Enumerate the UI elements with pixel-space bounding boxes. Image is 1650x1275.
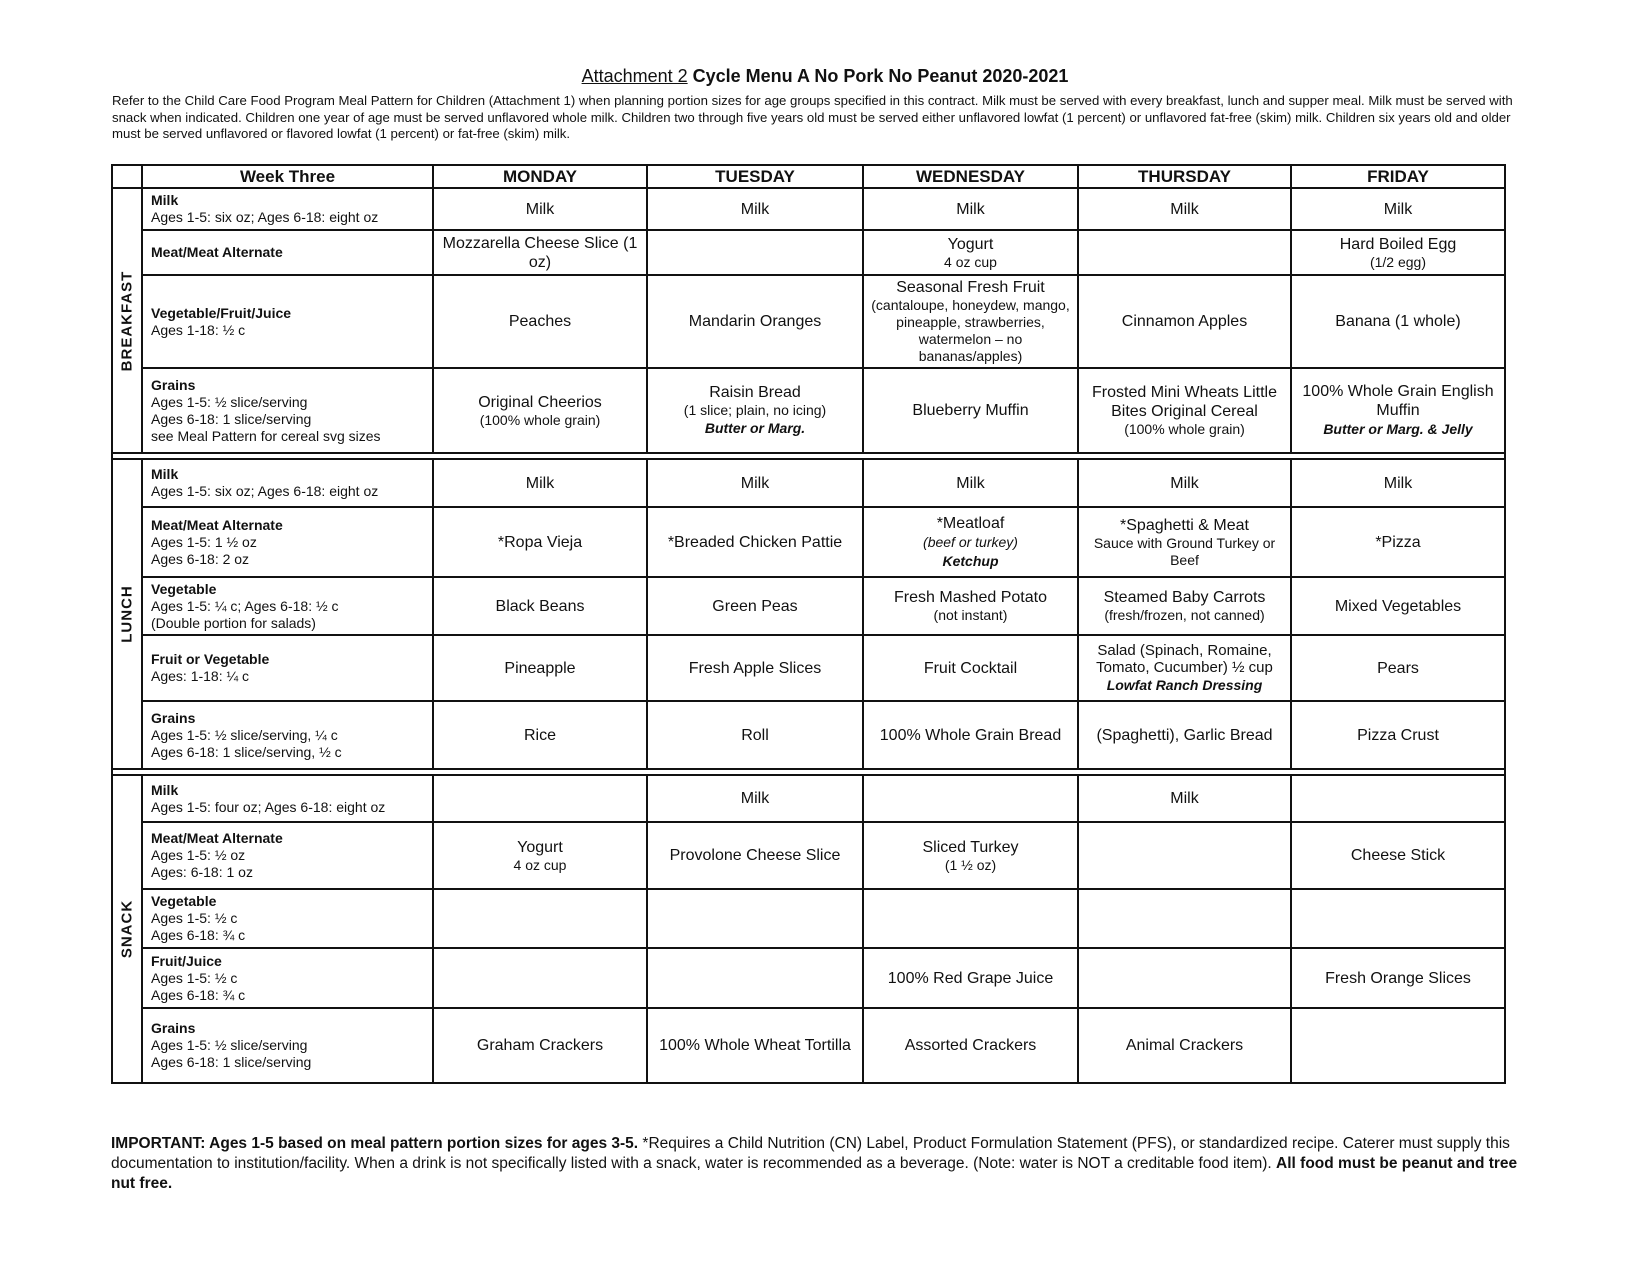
component-label	[142, 635, 433, 701]
menu-cell-wednesday	[863, 188, 1078, 230]
menu-cell-tuesday	[647, 188, 863, 230]
section-name: SNACK	[118, 899, 136, 959]
menu-cell-wednesday	[863, 701, 1078, 769]
component-label	[142, 948, 433, 1008]
menu-item: Fresh Apple Slices	[688, 659, 822, 677]
menu-cell-thursday	[1078, 701, 1291, 769]
component-label	[142, 230, 433, 275]
portion-detail: Ages 1-5: ½ slice/serving, ¼ c	[151, 726, 338, 743]
menu-cell-monday	[433, 188, 647, 230]
day-header-monday: MONDAY	[433, 165, 647, 188]
menu-item: 100% Whole Grain Bread	[879, 726, 1062, 744]
menu-item: Milk	[740, 790, 770, 807]
menu-item-detail: (fresh/frozen, not canned)	[1104, 607, 1265, 623]
menu-item: *Breaded Chicken Pattie	[667, 533, 843, 551]
menu-item: *Pizza	[1375, 533, 1421, 551]
menu-item-detail: (cantaloupe, honeydew, mango, pineapple, strawberries, watermelon – no bananas/apples)	[871, 297, 1070, 364]
menu-item: Black Beans	[495, 597, 585, 615]
portion-detail: (Double portion for salads)	[151, 614, 316, 631]
menu-cell-wednesday	[863, 230, 1078, 275]
menu-cell-monday	[433, 507, 647, 577]
menu-item: Milk	[525, 474, 555, 492]
menu-cell-wednesday	[863, 507, 1078, 577]
menu-cell-friday	[1291, 635, 1505, 701]
menu-item: Milk	[1170, 474, 1199, 492]
menu-cell-tuesday	[647, 889, 863, 948]
menu-cell-thursday	[1078, 1008, 1291, 1083]
table-row	[112, 635, 1505, 701]
menu-item-detail: Sauce with Ground Turkey or Beef	[1093, 534, 1276, 568]
component-label	[142, 889, 433, 948]
menu-cell-tuesday	[647, 507, 863, 577]
menu-cell-friday	[1291, 701, 1505, 769]
component-name: Milk	[151, 781, 179, 798]
footer-important: IMPORTANT: Ages 1-5 based on meal pattern portion sizes for ages 3-5.	[111, 1135, 639, 1152]
component-name: Vegetable	[151, 893, 217, 909]
component-name: Fruit or Vegetable	[151, 651, 270, 667]
menu-cell-monday	[433, 1008, 647, 1083]
menu-cell-thursday	[1078, 948, 1291, 1008]
menu-cell-wednesday	[863, 275, 1078, 368]
menu-item: Milk	[1170, 790, 1199, 807]
menu-cell-monday	[433, 635, 647, 701]
portion-detail: Ages 6-18: 2 oz	[151, 550, 250, 567]
portion-detail: Ages 1-5: ½ slice/serving	[151, 393, 308, 410]
menu-item: Milk	[740, 474, 770, 492]
portion-detail: Ages 6-18: 1 slice/serving, ½ c	[151, 743, 342, 760]
day-header-friday: FRIDAY	[1291, 165, 1505, 188]
day-header-thursday: THURSDAY	[1078, 165, 1291, 188]
table-row	[112, 889, 1505, 948]
component-label	[142, 507, 433, 577]
menu-item: Mandarin Oranges	[688, 313, 822, 330]
day-header-tuesday: TUESDAY	[647, 165, 863, 188]
table-row	[112, 507, 1505, 577]
table-row	[112, 701, 1505, 769]
menu-item-detail: (100% whole grain)	[479, 411, 601, 428]
component-label	[142, 188, 433, 230]
menu-item: Provolone Cheese Slice	[669, 847, 841, 864]
menu-cell-thursday	[1078, 775, 1291, 822]
menu-cell-wednesday	[863, 577, 1078, 635]
section-header-blank	[112, 165, 142, 188]
attachment-label: Attachment 2	[581, 66, 688, 86]
menu-item: Raisin Bread	[709, 384, 801, 401]
header-row	[112, 165, 1505, 188]
menu-cell-friday	[1291, 948, 1505, 1008]
section-name: LUNCH	[118, 585, 136, 643]
menu-item: Pears	[1377, 659, 1419, 677]
menu-cell-friday	[1291, 275, 1505, 368]
component-name: Meat/Meat Alternate	[151, 244, 283, 260]
section-name: BREAKFAST	[118, 270, 136, 371]
menu-cell-tuesday	[647, 1008, 863, 1083]
menu-item: Milk	[525, 200, 555, 218]
menu-item-condiment: Butter or Marg.	[704, 420, 806, 436]
menu-body	[112, 188, 1505, 1083]
menu-item: Original Cheerios	[478, 393, 602, 411]
menu-cell-wednesday	[863, 635, 1078, 701]
menu-item: Milk	[1170, 200, 1199, 218]
component-name: Vegetable	[151, 580, 217, 597]
menu-cell-monday	[433, 459, 647, 507]
portion-detail: Ages 6-18: ¾ c	[151, 986, 246, 1003]
menu-cell-monday	[433, 368, 647, 453]
menu-item-detail: (1/2 egg)	[1369, 253, 1427, 270]
menu-item: Mixed Vegetables	[1334, 597, 1462, 615]
menu-cell-tuesday	[647, 459, 863, 507]
menu-cell-friday	[1291, 889, 1505, 948]
menu-cell-friday	[1291, 577, 1505, 635]
menu-item: Milk	[956, 474, 985, 492]
menu-item: Fruit Cocktail	[923, 659, 1018, 677]
menu-cell-wednesday	[863, 948, 1078, 1008]
menu-cell-monday	[433, 822, 647, 889]
menu-item: Blueberry Muffin	[912, 402, 1029, 419]
menu-cell-tuesday	[647, 230, 863, 275]
menu-item: Animal Crackers	[1125, 1037, 1244, 1054]
menu-item: *Meatloaf	[936, 514, 1005, 532]
portion-detail: Ages 6-18: 1 slice/serving	[151, 410, 312, 427]
footer-closing: All food must be peanut and tree nut free.	[111, 1155, 1518, 1192]
menu-item: Green Peas	[712, 597, 798, 615]
component-name: Grains	[151, 709, 196, 726]
table-row	[112, 230, 1505, 275]
menu-cell-friday	[1291, 507, 1505, 577]
menu-cell-monday	[433, 275, 647, 368]
component-name: Milk	[151, 466, 179, 482]
menu-cell-tuesday	[647, 948, 863, 1008]
menu-cell-thursday	[1078, 459, 1291, 507]
menu-item: *Ropa Vieja	[497, 533, 583, 551]
portion-detail: Ages: 6-18: 1 oz	[151, 864, 253, 880]
cycle-menu-table	[111, 164, 1506, 1084]
document-title	[0, 66, 1650, 87]
menu-cell-tuesday	[647, 275, 863, 368]
footer-body: *Requires a Child Nutrition (CN) Label, Product Formulation Statement (PFS), or standardized recipe. Caterer must supply this documentation to institution/facility. When a drink is not specifically listed with a snack, water is recommended as a beverage. (Note: water is NOT a creditable food item).	[111, 1135, 1510, 1172]
menu-item: Banana (1 whole)	[1335, 313, 1461, 330]
menu-cell-thursday	[1078, 577, 1291, 635]
component-name: Grains	[151, 376, 196, 393]
portion-detail: Ages 1-5: ½ c	[151, 969, 238, 986]
table-row	[112, 459, 1505, 507]
menu-item: Milk	[740, 200, 770, 218]
portion-detail: Ages 1-5: ½ slice/serving	[151, 1037, 308, 1053]
menu-cell-tuesday	[647, 635, 863, 701]
menu-cell-wednesday	[863, 889, 1078, 948]
portion-detail: Ages 6-18: 1 slice/serving	[151, 1054, 312, 1070]
portion-detail: see Meal Pattern for cereal svg sizes	[151, 427, 381, 444]
menu-cell-thursday	[1078, 822, 1291, 889]
section-label-breakfast	[112, 188, 142, 453]
menu-item: Cinnamon Apples	[1121, 313, 1248, 330]
week-label: Week Three	[142, 165, 433, 188]
component-label	[142, 701, 433, 769]
menu-cell-wednesday	[863, 459, 1078, 507]
menu-item: 100% Whole Grain English Muffin	[1302, 383, 1494, 419]
menu-cell-monday	[433, 948, 647, 1008]
section-label-lunch	[112, 459, 142, 769]
menu-item: Pizza Crust	[1357, 726, 1439, 744]
portion-detail: Ages 1-5: six oz; Ages 6-18: eight oz	[151, 483, 379, 499]
intro-paragraph: Refer to the Child Care Food Program Meal Pattern for Children (Attachment 1) when planning portion sizes for age groups specified in this contract. Milk must be served with every breakfast, lunch and supper meal. Milk must be served with snack when indicated. Children one year of age must be served unflavored whole milk. Children two through five years old must be served either unflavored lowfat (1 percent) or unflavored fat-free (skim) milk. Children six years old and older must be served unflavored or flavored lowfat (1 percent) or fat-free (skim) milk.	[112, 93, 1513, 141]
menu-cell-wednesday	[863, 1008, 1078, 1083]
component-name: Grains	[151, 1020, 196, 1036]
menu-item: Hard Boiled Egg	[1339, 235, 1457, 253]
portion-detail: Ages 1-18: ½ c	[151, 321, 246, 338]
menu-item-condiment: Butter or Marg. & Jelly	[1323, 421, 1473, 437]
menu-cell-friday	[1291, 775, 1505, 822]
menu-item: (Spaghetti), Garlic Bread	[1096, 726, 1273, 744]
menu-item-detail: (1 ½ oz)	[944, 856, 997, 873]
table-row	[112, 822, 1505, 889]
footer-note	[111, 1134, 1541, 1194]
menu-item: Roll	[741, 726, 769, 744]
component-name: Fruit/Juice	[151, 952, 222, 969]
table-row	[112, 577, 1505, 635]
component-label	[142, 822, 433, 889]
menu-cell-friday	[1291, 230, 1505, 275]
portion-detail: Ages 6-18: ¾ c	[151, 927, 246, 943]
menu-item: Rice	[523, 726, 556, 744]
menu-cell-monday	[433, 230, 647, 275]
menu-cell-wednesday	[863, 822, 1078, 889]
component-name: Meat/Meat Alternate	[151, 516, 283, 533]
menu-item-detail: (1 slice; plain, no icing)	[683, 402, 827, 418]
portion-detail: Ages 1-5: ½ oz	[151, 847, 246, 863]
menu-item: Graham Crackers	[476, 1037, 604, 1054]
menu-cell-thursday	[1078, 230, 1291, 275]
menu-item: Milk	[1383, 200, 1413, 218]
day-header-wednesday: WEDNESDAY	[863, 165, 1078, 188]
menu-cell-monday	[433, 775, 647, 822]
menu-cell-thursday	[1078, 188, 1291, 230]
menu-item-note: (beef or turkey)	[923, 533, 1018, 550]
menu-cell-tuesday	[647, 775, 863, 822]
component-label	[142, 577, 433, 635]
menu-cell-thursday	[1078, 275, 1291, 368]
menu-item-condiment: Ketchup	[942, 552, 999, 569]
menu-cell-friday	[1291, 459, 1505, 507]
menu-cell-friday	[1291, 368, 1505, 453]
menu-item-detail: (100% whole grain)	[1124, 421, 1245, 437]
menu-item: 100% Whole Wheat Tortilla	[659, 1037, 851, 1054]
component-label	[142, 275, 433, 368]
portion-detail: Ages 1-5: six oz; Ages 6-18: eight oz	[151, 209, 379, 225]
menu-item: Frosted Mini Wheats Little Bites Original Cereal	[1092, 384, 1277, 420]
menu-cell-wednesday	[863, 368, 1078, 453]
menu-cell-tuesday	[647, 577, 863, 635]
table-row	[112, 948, 1505, 1008]
menu-item: Fresh Orange Slices	[1325, 969, 1471, 987]
menu-item: Seasonal Fresh Fruit	[896, 279, 1045, 296]
menu-item-detail: (not instant)	[933, 607, 1008, 623]
menu-item: Peaches	[508, 313, 572, 330]
menu-item: Steamed Baby Carrots	[1103, 589, 1266, 606]
menu-cell-friday	[1291, 1008, 1505, 1083]
menu-item-condiment: Lowfat Ranch Dressing	[1106, 676, 1263, 693]
menu-cell-thursday	[1078, 635, 1291, 701]
portion-detail: Ages 1-5: four oz; Ages 6-18: eight oz	[151, 798, 386, 815]
component-name: Vegetable/Fruit/Juice	[151, 304, 292, 321]
table-row	[112, 775, 1505, 822]
menu-item: Fresh Mashed Potato	[894, 589, 1047, 606]
menu-title: Cycle Menu A No Pork No Peanut 2020-2021	[692, 66, 1069, 86]
portion-detail: Ages 1-5: ½ c	[151, 910, 238, 926]
table-row	[112, 188, 1505, 230]
menu-item: Sliced Turkey	[922, 838, 1019, 856]
component-label	[142, 775, 433, 822]
section-label-snack	[112, 775, 142, 1083]
component-label	[142, 1008, 433, 1083]
menu-item: Pineapple	[504, 659, 576, 677]
menu-item: Mozzarella Cheese Slice (1 oz)	[442, 234, 638, 271]
component-label	[142, 368, 433, 453]
menu-item-detail: 4 oz cup	[513, 856, 567, 873]
portion-detail: Ages 1-5: 1 ½ oz	[151, 533, 257, 550]
table-row	[112, 368, 1505, 453]
portion-detail: Ages: 1-18: ¼ c	[151, 668, 250, 684]
portion-detail: Ages 1-5: ¼ c; Ages 6-18: ½ c	[151, 597, 339, 614]
menu-item: Milk	[1383, 474, 1413, 492]
menu-item: Yogurt	[947, 235, 994, 253]
menu-item: Milk	[956, 200, 985, 218]
menu-cell-thursday	[1078, 507, 1291, 577]
menu-cell-thursday	[1078, 889, 1291, 948]
menu-cell-thursday	[1078, 368, 1291, 453]
menu-cell-monday	[433, 889, 647, 948]
table-row	[112, 1008, 1505, 1083]
menu-cell-friday	[1291, 188, 1505, 230]
component-name: Milk	[151, 192, 179, 208]
component-name: Meat/Meat Alternate	[151, 830, 283, 846]
menu-item-detail: 4 oz cup	[944, 253, 997, 270]
component-label	[142, 459, 433, 507]
menu-item: 100% Red Grape Juice	[887, 969, 1054, 987]
menu-cell-tuesday	[647, 701, 863, 769]
menu-cell-monday	[433, 701, 647, 769]
menu-cell-friday	[1291, 822, 1505, 889]
table-row	[112, 275, 1505, 368]
menu-cell-monday	[433, 577, 647, 635]
menu-item: Cheese Stick	[1350, 847, 1446, 864]
menu-item: *Spaghetti & Meat	[1120, 516, 1249, 534]
menu-item: Yogurt	[517, 838, 563, 856]
menu-cell-tuesday	[647, 368, 863, 453]
menu-cell-wednesday	[863, 775, 1078, 822]
menu-item: Assorted Crackers	[904, 1037, 1037, 1054]
menu-cell-tuesday	[647, 822, 863, 889]
menu-item-detail: Salad (Spinach, Romaine, Tomato, Cucumber) ½ cup	[1096, 641, 1273, 676]
